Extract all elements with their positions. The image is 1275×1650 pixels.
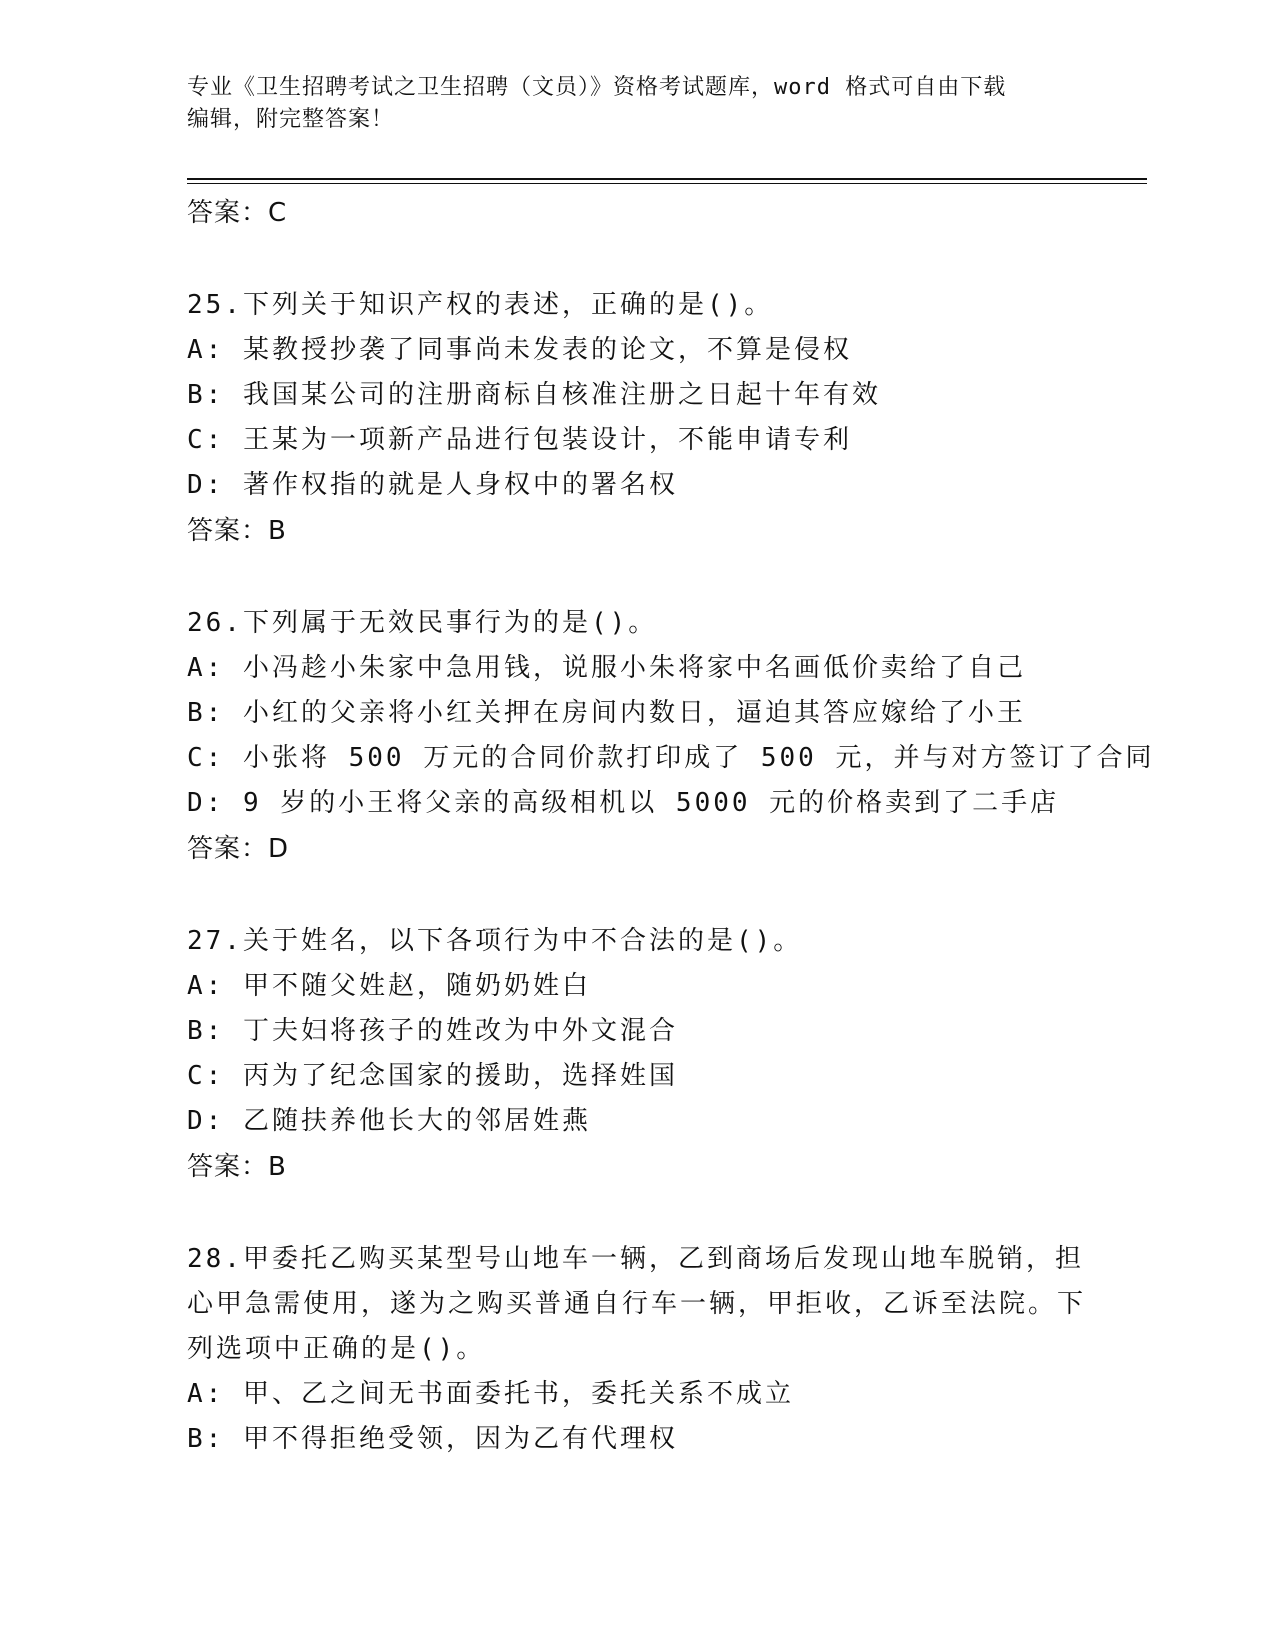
option-c: C: 丙为了纪念国家的援助，选择姓国 bbox=[187, 1061, 678, 1091]
answer-line: 答案：B bbox=[187, 516, 287, 546]
option-b: B: 丁夫妇将孩子的姓改为中外文混合 bbox=[187, 1016, 678, 1046]
option-c: C: 王某为一项新产品进行包装设计，不能申请专利 bbox=[187, 425, 852, 455]
option-b: B: 小红的父亲将小红关押在房间内数日，逼迫其答应嫁给了小王 bbox=[187, 698, 1026, 728]
question-27 bbox=[187, 919, 1087, 1190]
answer-line: 答案：B bbox=[187, 1152, 287, 1182]
question-26 bbox=[187, 601, 1155, 872]
option-a: A: 甲、乙之间无书面委托书，委托关系不成立 bbox=[187, 1379, 794, 1409]
question-28 bbox=[187, 1237, 1087, 1462]
option-a: A: 甲不随父姓赵，随奶奶姓白 bbox=[187, 971, 591, 1001]
option-b: B: 我国某公司的注册商标自核准注册之日起十年有效 bbox=[187, 380, 881, 410]
option-d: D: 著作权指的就是人身权中的署名权 bbox=[187, 470, 678, 500]
option-a: A: 小冯趁小朱家中急用钱，说服小朱将家中名画低价卖给了自己 bbox=[187, 653, 1026, 683]
header-line-1: 专业《卫生招聘考试之卫生招聘（文员）》资格考试题库，word 格式可自由下载 bbox=[187, 75, 1007, 100]
question-stem: 27.关于姓名，以下各项行为中不合法的是()。 bbox=[187, 926, 803, 956]
spacer bbox=[187, 872, 1087, 919]
answer-line: 答案：C bbox=[187, 198, 288, 228]
question-stem: 25.下列关于知识产权的表述，正确的是()。 bbox=[187, 290, 774, 320]
answer-line: 答案：D bbox=[187, 834, 290, 864]
document-header bbox=[187, 72, 1087, 136]
header-divider-thick bbox=[187, 178, 1147, 180]
question-stem: 26.下列属于无效民事行为的是()。 bbox=[187, 608, 658, 638]
option-c: C: 小张将 500 万元的合同价款打印成了 500 元，并与对方签订了合同 bbox=[187, 743, 1155, 773]
spacer bbox=[187, 236, 1087, 283]
option-a: A: 某教授抄袭了同事尚未发表的论文，不算是侵权 bbox=[187, 335, 852, 365]
question-list bbox=[187, 190, 1155, 1462]
spacer bbox=[187, 1190, 1087, 1237]
question-stem: 28.甲委托乙购买某型号山地车一辆，乙到商场后发现山地车脱销，担心甲急需使用，遂为之购买普通自行车一辆，甲拒收，乙诉至法院。下列选项中正确的是()。 bbox=[187, 1244, 1087, 1364]
header-line-2: 编辑，附完整答案！ bbox=[187, 107, 395, 132]
header-divider-thin bbox=[187, 183, 1147, 184]
question-25 bbox=[187, 283, 1087, 554]
option-b: B: 甲不得拒绝受领，因为乙有代理权 bbox=[187, 1424, 678, 1454]
spacer bbox=[187, 554, 1087, 601]
option-d: D: 乙随扶养他长大的邻居姓燕 bbox=[187, 1106, 591, 1136]
option-d: D: 9 岁的小王将父亲的高级相机以 5000 元的价格卖到了二手店 bbox=[187, 788, 1060, 818]
